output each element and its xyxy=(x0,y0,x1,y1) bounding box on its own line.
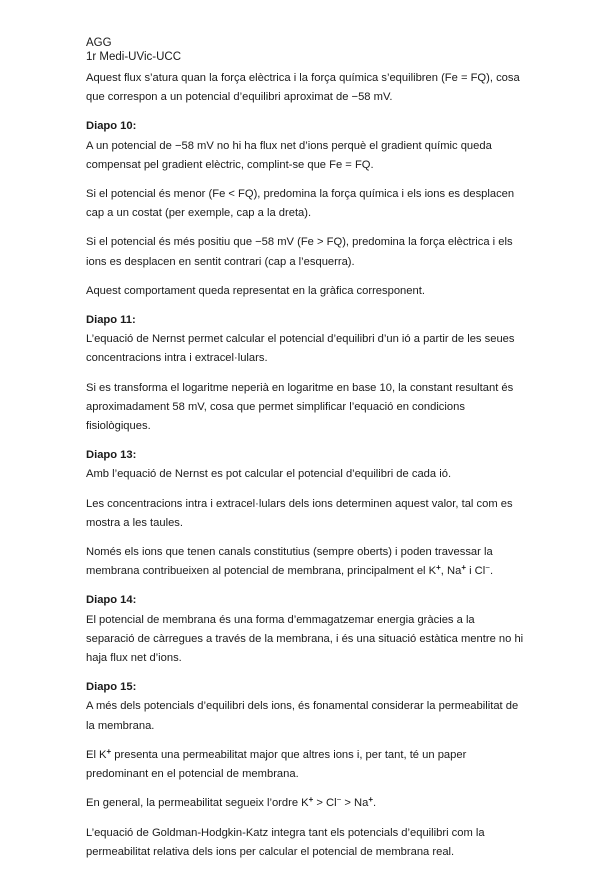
text-run: i Cl xyxy=(465,565,486,578)
ion-charge: + xyxy=(368,795,374,805)
text-run: El K xyxy=(86,748,107,761)
text-run: , Na xyxy=(440,565,462,578)
author-initials: AGG xyxy=(86,37,112,49)
section-diapo-15 xyxy=(86,678,526,862)
ion-charge: − xyxy=(336,795,342,805)
paragraph: Si el potencial és més positiu que −58 mV (Fe > FQ), predomina la força elèctrica i els ions es desplacen en sentit contrari (cap a l’esquerra). xyxy=(86,236,513,268)
section-diapo-14 xyxy=(86,591,526,668)
paragraph: Amb l’equació de Nernst es pot calcular el potencial d’equilibri de cada ió. xyxy=(86,468,452,481)
paragraph: El potencial de membrana és una forma d’emmagatzemar energia gràcies a la separació de càrregues a través de la membrana, i és una situació estàtica mentre no hi haja flux net d’ions. xyxy=(86,613,524,665)
paragraph-permeability xyxy=(86,746,526,784)
paragraph: A un potencial de −58 mV no hi ha flux net d’ions perquè el gradient químic queda compensat pel gradient elèctric, complint-se que Fe = FQ. xyxy=(86,139,492,171)
section-diapo-11 xyxy=(86,311,526,436)
course-label: 1r Medi-UVic-UCC xyxy=(86,51,181,63)
section-heading: Diapo 15: xyxy=(86,681,137,694)
paragraph-ions xyxy=(86,543,526,581)
text-run: . xyxy=(373,797,377,810)
section-heading: Diapo 13: xyxy=(86,449,137,462)
page-header xyxy=(86,36,181,64)
text-run: > Cl xyxy=(313,797,337,810)
ion-charge: + xyxy=(106,746,112,756)
ion-charge: + xyxy=(436,563,441,573)
text-run: Només els ions que tenen canals constitutius (sempre oberts) i poden travessar la membrana contribueixen al potencial de membrana, principalment el K xyxy=(86,546,493,578)
paragraph: A més dels potencials d’equilibri dels ions, és fonamental considerar la permeabilitat de la membrana. xyxy=(86,700,519,732)
text-run: En general, la permeabilitat segueix l’ordre K xyxy=(86,797,309,810)
ion-charge: + xyxy=(461,563,466,573)
section-heading: Diapo 10: xyxy=(86,120,137,133)
text-run: presenta una permeabilitat major que altres ions i, per tant, té un paper predominant en el potencial de membrana. xyxy=(86,748,467,781)
paragraph: Les concentracions intra i extracel·lulars dels ions determinen aquest valor, tal com es mostra a les taules. xyxy=(86,497,513,529)
ion-charge: − xyxy=(485,563,490,573)
paragraph: Aquest comportament queda representat en la gràfica corresponent. xyxy=(86,284,425,297)
section-heading: Diapo 11: xyxy=(86,314,136,327)
text-run: . xyxy=(489,565,494,578)
paragraph: L’equació de Nernst permet calcular el potencial d’equilibri d’un ió a partir de les seues concentracions intra i extracel·lulars. xyxy=(86,333,515,365)
paragraph: Si es transforma el logaritme neperià en logaritme en base 10, la constant resultant és aproximadament 58 mV, cosa que permet simplificar l’equació en condicions fisiològiques. xyxy=(86,381,514,433)
ion-charge: + xyxy=(308,795,314,805)
section-diapo-13 xyxy=(86,446,526,581)
paragraph: L’equació de Goldman-Hodgkin-Katz integra tant els potencials d’equilibri com la permeabilitat relativa dels ions per calcular el potencial de membrana real. xyxy=(86,826,485,858)
paragraph: Si el potencial és menor (Fe < FQ), predomina la força química i els ions es desplacen cap a un costat (per exemple, cap a la dreta). xyxy=(86,188,515,220)
paragraph-order xyxy=(86,794,526,813)
document-body xyxy=(86,69,526,872)
intro-paragraph: Aquest flux s’atura quan la força elèctrica i la força química s’equilibren (Fe = FQ), cosa que correspon a un potencial d’equilibri aproximat de −58 mV. xyxy=(86,72,520,104)
text-run: > Na xyxy=(341,797,369,810)
section-heading: Diapo 14: xyxy=(86,594,137,607)
section-diapo-10 xyxy=(86,117,526,301)
